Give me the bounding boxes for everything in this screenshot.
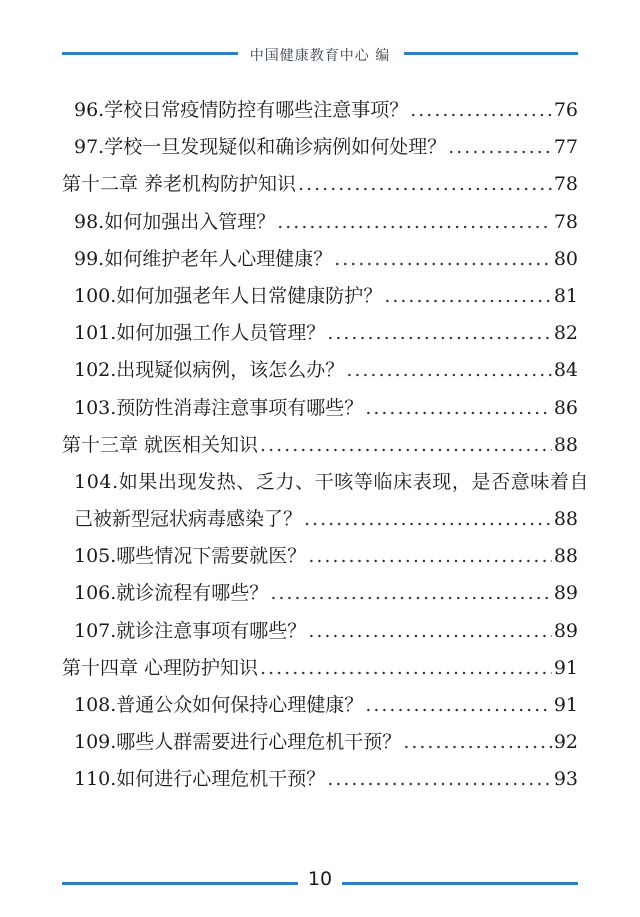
toc-entry-label: 第十三章 就医相关知识 xyxy=(62,433,259,456)
toc-entry-page: 80 xyxy=(553,247,578,270)
dot-leader xyxy=(384,278,552,315)
toc-entry xyxy=(62,687,578,724)
toc-entry xyxy=(62,501,578,538)
dot-leader xyxy=(327,761,552,798)
dot-leader xyxy=(365,687,552,724)
toc-entry-line: 104.如果出现发热、乏力、干咳等临床表现，是否意味着自 xyxy=(74,470,590,493)
toc-entry-label: 第十四章 心理防护知识 xyxy=(62,656,259,679)
toc-entry-page: 92 xyxy=(553,731,578,754)
toc-entry xyxy=(62,724,578,761)
toc-entry-page: 84 xyxy=(553,359,578,382)
toc-entry-page: 89 xyxy=(553,582,578,605)
toc-entry xyxy=(62,92,578,129)
dot-leader xyxy=(308,538,552,575)
toc-entry-label: 102.出现疑似病例，该怎么办？ xyxy=(74,359,345,382)
footer-rule-right xyxy=(342,882,578,885)
toc-entry-page: 81 xyxy=(553,284,578,307)
dot-leader xyxy=(277,204,552,241)
toc-entry-page: 91 xyxy=(553,694,578,716)
header-rule-right xyxy=(404,52,578,55)
toc-entry-label: 110.如何进行心理危机干预？ xyxy=(74,768,326,791)
toc-entry-label: 97.学校一旦发现疑似和确诊病例如何处理？ xyxy=(74,136,447,159)
toc-entry xyxy=(62,204,578,241)
toc-entry xyxy=(62,613,578,650)
toc-entry-label: 101.如何加强工作人员管理？ xyxy=(74,322,326,345)
page-number: 10 xyxy=(307,868,333,890)
dot-leader xyxy=(334,241,552,278)
toc-entry-page: 86 xyxy=(553,396,578,419)
toc-entry-label: 103.预防性消毒注意事项有哪些？ xyxy=(74,396,364,419)
footer-rule-left xyxy=(62,882,298,885)
toc-entry-label: 100.如何加强老年人日常健康防护？ xyxy=(74,284,383,307)
toc-entry-label: 105.哪些情况下需要就医？ xyxy=(74,545,307,568)
toc-entry-page: 76 xyxy=(553,99,578,121)
toc-entry-label: 己被新型冠状病毒感染了？ xyxy=(74,508,303,531)
dot-leader xyxy=(410,92,552,129)
toc-entry-label: 第十二章 养老机构防护知识 xyxy=(62,173,297,196)
table-of-contents xyxy=(62,92,590,799)
toc-entry-page: 89 xyxy=(553,619,578,642)
dot-leader xyxy=(448,129,552,166)
toc-entry xyxy=(62,538,578,575)
toc-entry-label: 99.如何维护老年人心理健康？ xyxy=(74,247,333,270)
toc-entry xyxy=(62,278,578,315)
toc-entry-page: 88 xyxy=(553,545,578,568)
toc-entry xyxy=(62,390,578,427)
dot-leader xyxy=(346,352,552,389)
toc-entry-label: 98.如何加强出入管理？ xyxy=(74,210,276,233)
toc-chapter xyxy=(62,427,578,464)
toc-chapter xyxy=(62,650,578,687)
dot-leader xyxy=(365,390,552,427)
toc-entry xyxy=(62,575,578,612)
toc-entry-label: 107.就诊注意事项有哪些？ xyxy=(74,619,307,642)
toc-entry xyxy=(62,761,578,798)
toc-entry-page: 82 xyxy=(553,322,578,345)
dot-leader xyxy=(260,650,552,687)
header-title: 中国健康教育中心 编 xyxy=(249,48,391,64)
toc-entry-label: 106.就诊流程有哪些？ xyxy=(74,582,269,605)
toc-entry-page: 88 xyxy=(553,508,578,531)
dot-leader xyxy=(304,501,552,538)
toc-entry-page: 88 xyxy=(553,433,578,456)
toc-entry xyxy=(62,315,578,352)
dot-leader xyxy=(308,613,552,650)
dot-leader xyxy=(270,575,552,612)
toc-entry xyxy=(62,241,578,278)
toc-entry-label: 109.哪些人群需要进行心理危机干预？ xyxy=(74,731,402,754)
toc-entry-page: 78 xyxy=(553,210,578,233)
toc-entry-page: 77 xyxy=(553,136,578,159)
toc-chapter xyxy=(62,166,578,203)
toc-entry xyxy=(62,352,578,389)
dot-leader xyxy=(260,427,552,464)
toc-entry-page: 78 xyxy=(553,173,578,196)
toc-entry xyxy=(62,129,578,166)
toc-entry-label: 108.普通公众如何保持心理健康？ xyxy=(74,694,364,716)
dot-leader xyxy=(403,724,552,761)
toc-entry-label: 96.学校日常疫情防控有哪些注意事项？ xyxy=(74,99,409,121)
toc-entry-page: 93 xyxy=(553,768,578,791)
toc-entry-page: 91 xyxy=(553,656,578,679)
dot-leader xyxy=(298,166,552,203)
dot-leader xyxy=(327,315,552,352)
